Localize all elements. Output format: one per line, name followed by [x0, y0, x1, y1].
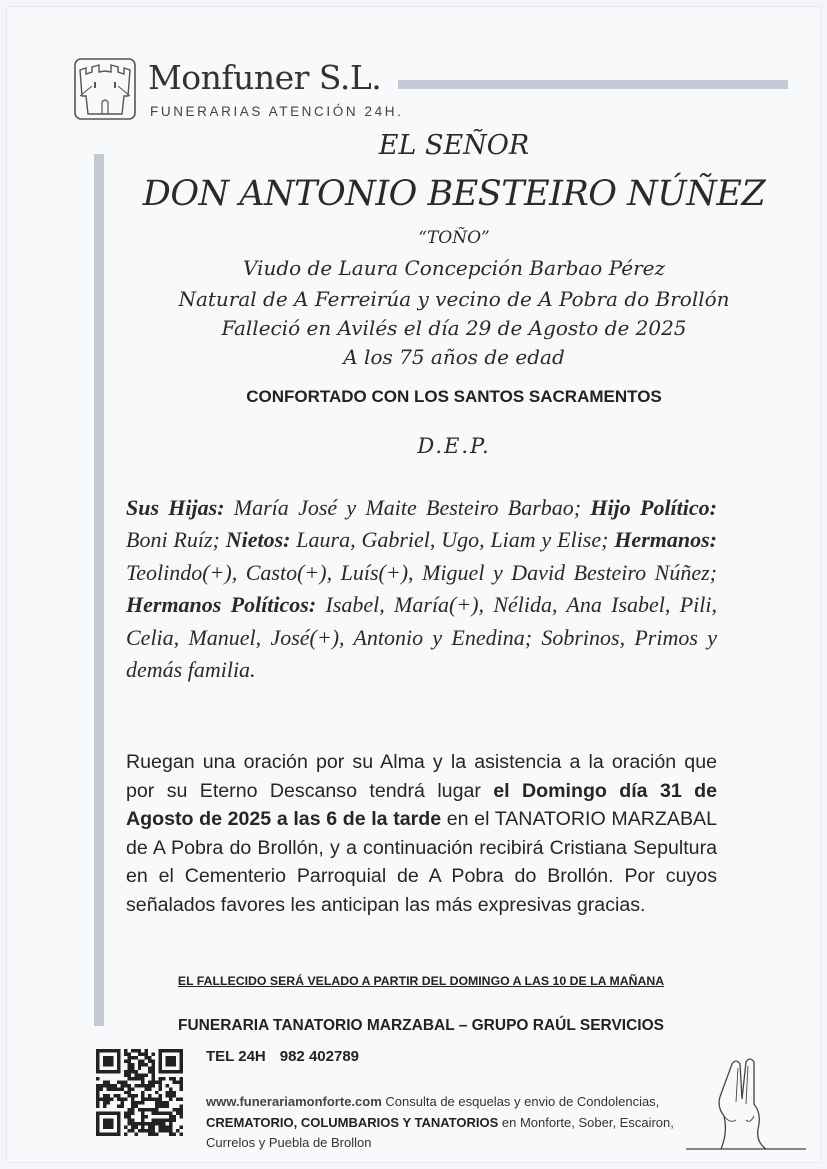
company-subtitle: FUNERARIAS ATENCIÓN 24H. [150, 104, 404, 119]
nietos-names: Laura, Gabriel, Ugo, Liam y Elise; [290, 527, 615, 553]
hermanos-politicos-label: Hermanos Políticos: [126, 592, 317, 618]
funeraria-line: FUNERARIA TANATORIO MARZABAL – GRUPO RAÚL SERVICIOS [178, 1017, 664, 1034]
telephone [206, 1048, 359, 1065]
hijas-label: Sus Hijas: [126, 495, 225, 520]
locations-text: en Monforte, Sober, Escairon, Currelos y Puebla de Brollon [206, 1114, 674, 1150]
tel-label: TEL 24H [206, 1048, 266, 1065]
side-bar [94, 154, 104, 1026]
hermanos-names: Teolindo(+), Casto(+), Luís(+), Miguel y David Besteiro Núñez; [126, 559, 717, 585]
sacraments-line: CONFORTADO CON LOS SANTOS SACRAMENTOS [246, 387, 662, 406]
hijas-names: María José y Maite Besteiro Barbao; [224, 495, 591, 520]
hijo-politico-names: Boni Ruíz; [126, 527, 226, 553]
service-when: el Domingo día 31 de Agosto de 2025 a las 6 de la tarde [126, 779, 717, 830]
contact-text: Consulta de esquelas y envio de Condolencias, [381, 1094, 660, 1109]
service-rest: en el TANATORIO MARZABAL de A Pobra do Brollón, y a continuación recibirá Cristiana Sepultura en el Cementerio Parroquial de A Pobra do Brollón. Por cuyos señalados favores les anticipan las más expresivas gracias. [126, 808, 717, 916]
nietos-label: Nietos: [225, 527, 291, 553]
services-list: CREMATORIO, COLUMBARIOS Y TANATORIOS [206, 1114, 499, 1130]
deceased-name: DON ANTONIO BESTEIRO NÚÑEZ [142, 174, 766, 214]
contact-info [206, 1092, 676, 1154]
hermanos-politicos-names: Isabel, María(+), Nélida, Ana Isabel, Pili, Celia, Manuel, José(+), Antonio y Enedina; Sobrinos, Primos y demás familia. [126, 592, 717, 683]
hijo-politico-label: Hijo Político: [590, 495, 717, 520]
widower-line: Viudo de Laura Concepción Barbao Pérez [242, 256, 666, 280]
death-line: Falleció en Avilés el día 29 de Agosto de 2025 [221, 316, 687, 340]
obituary-page [6, 6, 821, 1163]
nickname: “TOÑO” [418, 228, 490, 248]
website-link[interactable]: www.funerariamonforte.com [206, 1094, 382, 1109]
qr-code-icon[interactable] [96, 1049, 183, 1136]
dep-line: D.E.P. [417, 434, 491, 458]
service-intro: Ruegan una oración por su Alma y la asistencia a la oración que por su Eterno Descanso tendrá lugar [126, 751, 717, 802]
company-name: Monfuner S.L. [148, 58, 382, 97]
velado-notice: EL FALLECIDO SERÁ VELADO A PARTIR DEL DOMINGO A LAS 10 DE LA MAÑANA [177, 974, 665, 988]
header-rule [398, 80, 788, 89]
praying-hands-icon [666, 1054, 816, 1154]
family-paragraph [126, 492, 717, 686]
age-line: A los 75 años de edad [343, 345, 565, 369]
tel-number[interactable]: 982 402789 [279, 1048, 359, 1065]
origin-line: Natural de A Ferreirúa y vecino de A Pobra do Brollón [178, 287, 730, 311]
title-prefix: EL SEÑOR [378, 130, 530, 161]
service-paragraph [126, 748, 717, 919]
hermanos-label: Hermanos: [614, 527, 717, 553]
castle-tower-logo-icon [72, 56, 138, 122]
